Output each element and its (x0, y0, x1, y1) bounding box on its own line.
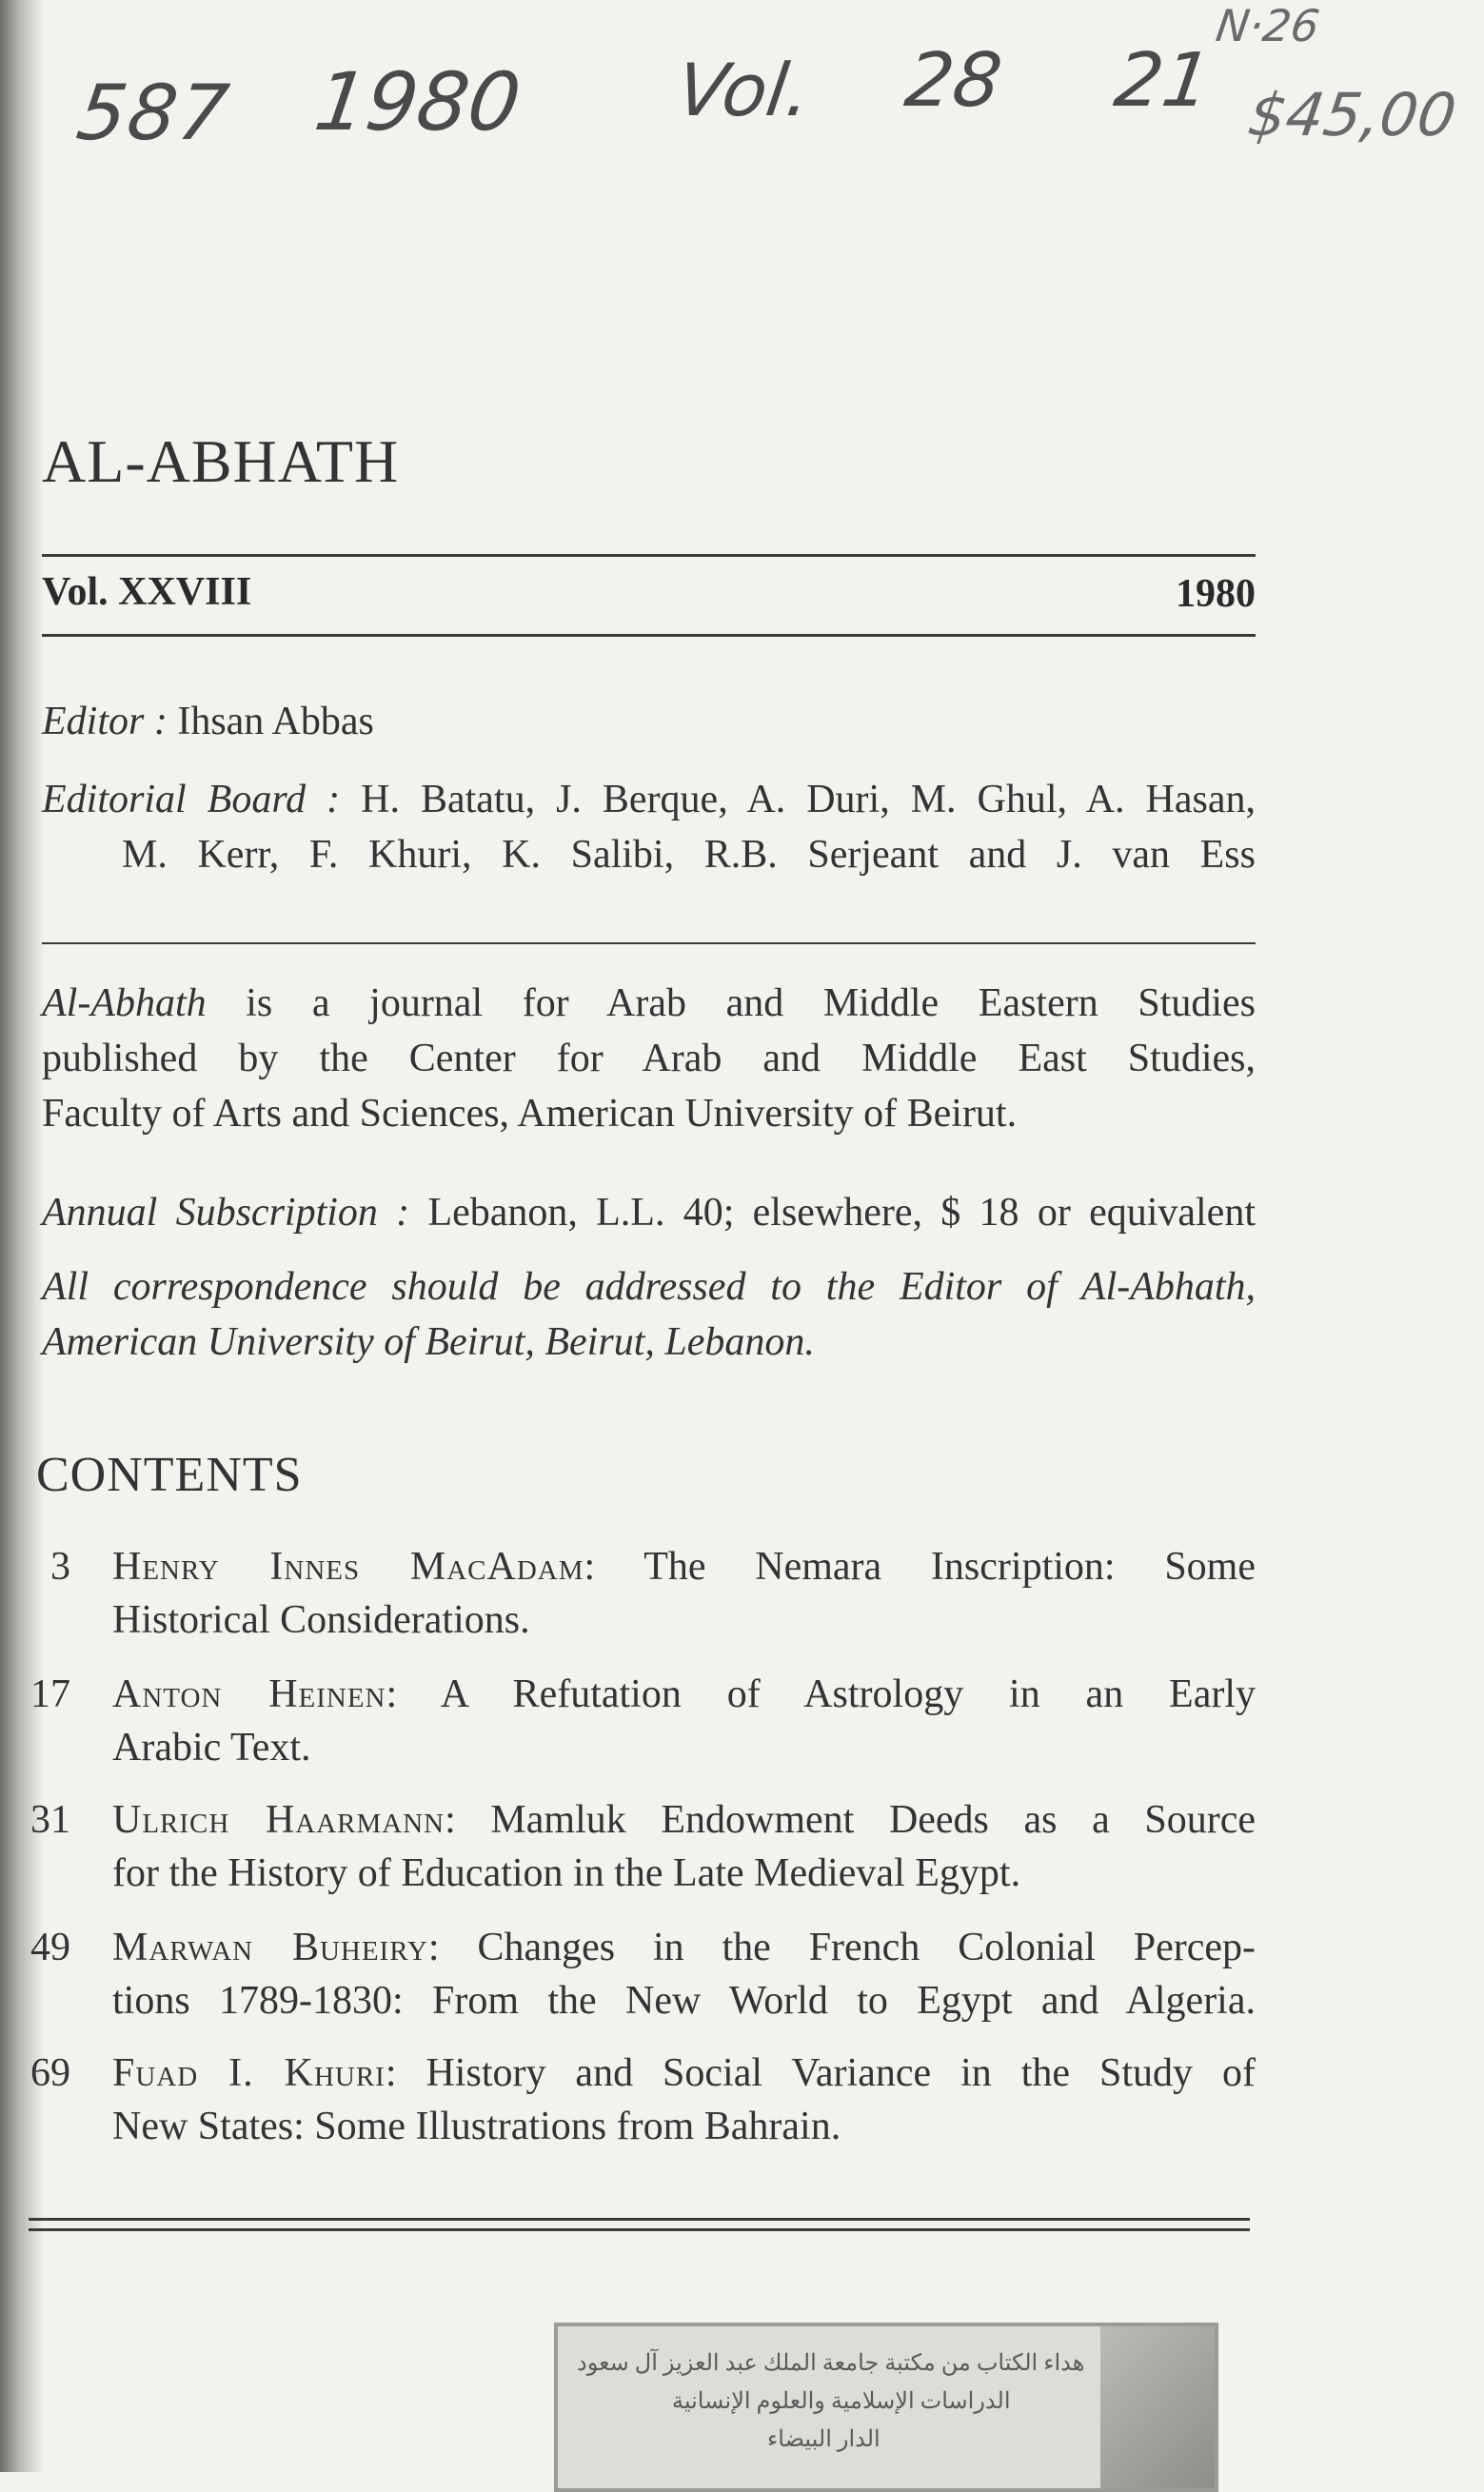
toc-title-2: Historical Considerations. (112, 1598, 530, 1642)
toc-author: Anton Heinen (112, 1672, 386, 1716)
handwritten-serial: N·26 (1213, 0, 1323, 51)
masthead-rule (42, 942, 1256, 944)
about-line3: Faculty of Arts and Sciences, American University of Beirut. (42, 1092, 1018, 1136)
volume-label: Vol. XXVIII (42, 570, 252, 614)
toc-page-number: 49 (30, 1926, 70, 1969)
toc-title-2: tions 1789-1830: From the New World to Egypt and Algeria. (112, 1979, 1256, 2023)
toc-page-number: 69 (30, 2051, 70, 2095)
handwritten-price: $45,00 (1243, 80, 1461, 149)
journal-title: AL-ABHATH (42, 427, 400, 495)
toc-title-1: Changes in the French Colonial Percep- (477, 1926, 1256, 1969)
editor-line (42, 695, 1256, 748)
subscription-line (42, 1186, 1256, 1239)
volume-year: 1980 (1176, 572, 1256, 616)
about-line1-rest: is a journal for Arab and Middle Eastern Studies (246, 981, 1256, 1025)
handwritten-call-number: 587 (71, 69, 236, 157)
library-stamp (554, 2323, 1218, 2492)
toc-title-2: New States: Some Illustrations from Bahrain. (112, 2105, 841, 2148)
correspondence-text-1: All correspondence should be addressed to the Editor of Al-Abhath, (42, 1265, 1256, 1309)
toc-author: Henry Innes MacAdam (112, 1545, 584, 1589)
toc-title-1: Mamluk Endowment Deeds as a Source (490, 1798, 1256, 1842)
toc-title-2: for the History of Education in the Late Medieval Egypt. (112, 1851, 1021, 1895)
correspondence-line1 (42, 1260, 1256, 1314)
toc-title-1: A Refutation of Astrology in an Early (440, 1672, 1256, 1716)
stamp-line1: هداء الكتاب من مكتبة جامعة الملك عبد العزيز آل سعود (577, 2351, 1085, 2376)
stamp-line2: الدراسات الإسلامية والعلوم الإنسانية (672, 2389, 1011, 2414)
correspondence-text-2: American University of Beirut, Beirut, Lebanon. (42, 1320, 815, 1364)
correspondence-line2 (42, 1315, 1256, 1369)
toc-entry-line1 (112, 1540, 1256, 1593)
handwritten-vol-number: 28 (900, 38, 1007, 124)
journal-name-italic: Al-Abhath (42, 981, 207, 1025)
toc-page-number: 3 (50, 1545, 70, 1589)
editorial-board-names-2: M. Kerr, F. Khuri, K. Salibi, R.B. Serjeant and J. van Ess (122, 833, 1256, 877)
header-top-rule (42, 554, 1256, 557)
subscription-label: Annual Subscription : (42, 1191, 410, 1235)
editorial-board-label: Editorial Board : (42, 778, 341, 821)
toc-author: Marwan Buheiry (112, 1926, 428, 1969)
page-edge-shadow (0, 0, 44, 2472)
handwritten-year: 1980 (309, 55, 526, 148)
editorial-board-names-1: H. Batatu, J. Berque, A. Duri, M. Ghul, A. Hasan, (361, 778, 1256, 821)
toc-separator: : (427, 1926, 440, 1969)
about-line1 (42, 977, 1256, 1030)
handwritten-copy-mark: 21 (1109, 38, 1217, 124)
toc-entry-line1 (112, 2047, 1256, 2100)
toc-author: Fuad I. Khuri (112, 2051, 386, 2095)
contents-heading: CONTENTS (36, 1448, 303, 1502)
handwritten-vol-label: Vol. (671, 48, 817, 132)
editor-label: Editor : (42, 700, 168, 743)
about-line2: published by the Center for Arab and Middle East Studies, (42, 1037, 1256, 1080)
editor-name: Ihsan Abbas (177, 700, 374, 743)
toc-title-1: History and Social Variance in the Study of (425, 2051, 1256, 2095)
toc-entry-line1 (112, 1793, 1256, 1847)
toc-author: Ulrich Haarmann (112, 1798, 445, 1842)
toc-separator: : (445, 1798, 456, 1842)
toc-page-number: 31 (30, 1798, 70, 1842)
stamp-corner-mark (1100, 2326, 1215, 2488)
subscription-text: Lebanon, L.L. 40; elsewhere, $ 18 or equivalent (427, 1191, 1256, 1235)
footer-double-rule (29, 2218, 1250, 2231)
editorial-board-line1 (42, 773, 1256, 826)
toc-title-1: The Nemara Inscription: Some (643, 1545, 1256, 1589)
stamp-line3: الدار البيضاء (767, 2427, 881, 2452)
toc-entry-line1 (112, 1668, 1256, 1721)
toc-separator: : (386, 1672, 398, 1716)
toc-separator: : (385, 2051, 397, 2095)
toc-title-2: Arabic Text. (112, 1726, 311, 1770)
toc-page-number: 17 (30, 1672, 70, 1716)
header-bottom-rule (42, 634, 1256, 637)
toc-entry-line1 (112, 1921, 1256, 1974)
toc-separator: : (584, 1545, 596, 1589)
